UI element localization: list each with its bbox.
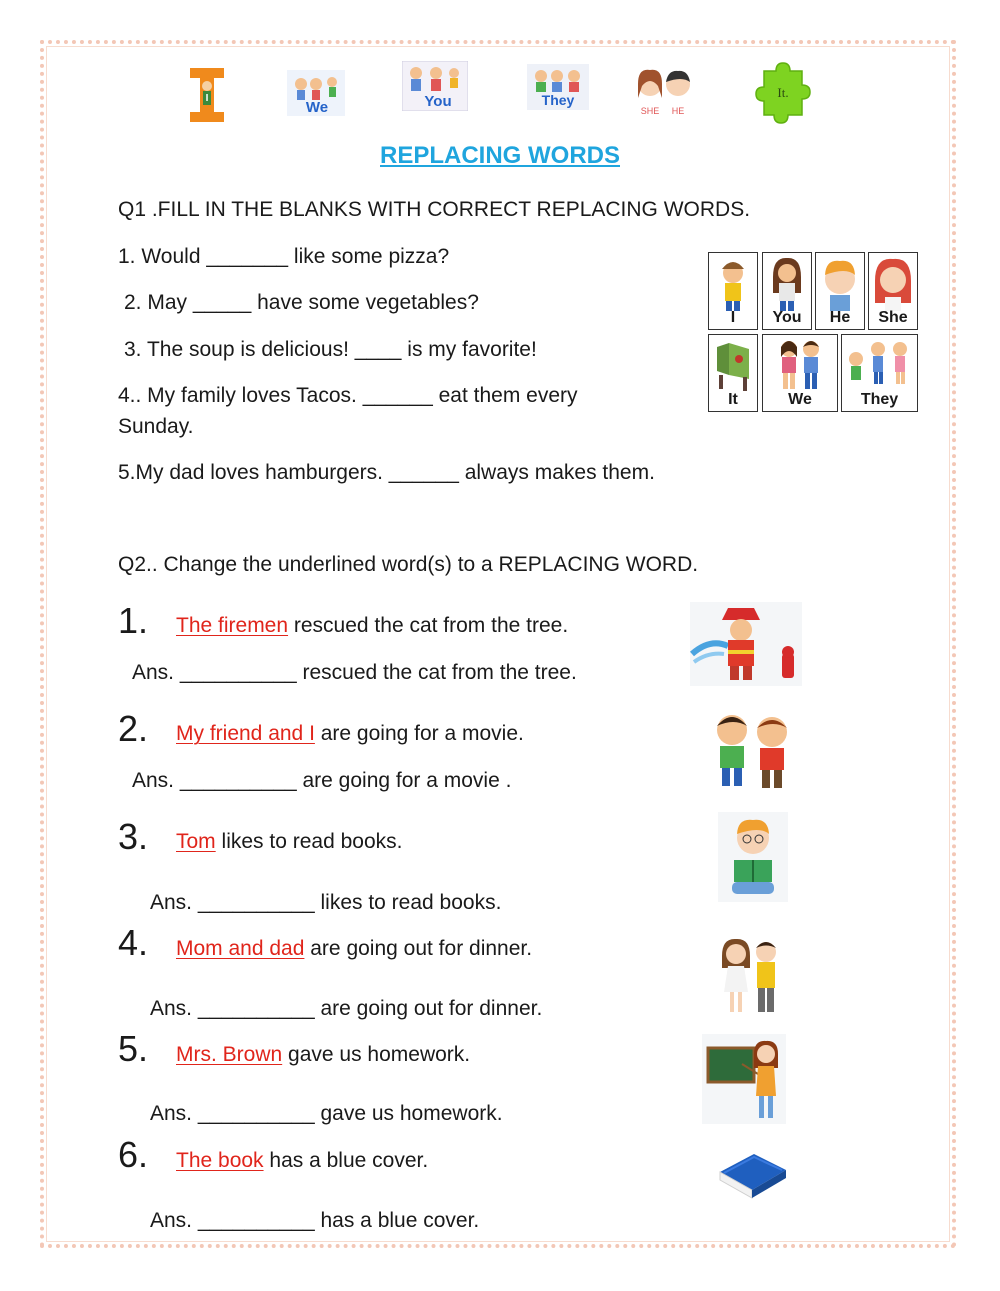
mom-and-dad-icon <box>714 934 788 1018</box>
pronoun-they-text: They <box>541 92 575 108</box>
q2-item-5-rest: gave us homework. <box>282 1043 471 1066</box>
pronoun-card-she <box>868 252 918 330</box>
q1-item-2: 2. May _____ have some vegetables? <box>124 291 479 314</box>
q2-item-5-subject: Mrs. Brown <box>176 1043 283 1066</box>
pronoun-card-they <box>841 334 918 412</box>
pronoun-card-you <box>762 252 812 330</box>
q2-item-5-sentence <box>176 1043 470 1067</box>
pronoun-card-you-label: You <box>772 309 802 326</box>
q2-item-2-answer: Ans. __________ are going for a movie . <box>132 769 512 792</box>
pronoun-we-text: We <box>305 99 329 116</box>
pronoun-card-i <box>708 252 758 330</box>
q2-item-5-answer: Ans. __________ gave us homework. <box>150 1102 503 1125</box>
q1-item-4-cont: Sunday. <box>118 415 194 438</box>
pronoun-she-he-icon <box>632 64 696 118</box>
pronoun-i-text: I <box>205 93 209 104</box>
boy-reading-book-icon <box>718 812 788 902</box>
q2-item-2-rest: are going for a movie. <box>314 722 524 745</box>
pronoun-she-text: SHE <box>640 106 660 116</box>
q2-item-4-number: 4. <box>118 922 149 963</box>
q2-heading: Q2.. Change the underlined word(s) to a REPLACING WORD. <box>118 553 699 576</box>
q2-item-1-rest: rescued the cat from the tree. <box>288 614 569 637</box>
q2-item-3-answer: Ans. __________ likes to read books. <box>150 891 502 914</box>
q2-item-3-sentence <box>176 830 402 854</box>
pronoun-it-puzzle-icon <box>752 61 814 125</box>
pronoun-they-icon <box>527 64 589 110</box>
q2-item-1-number: 1. <box>118 600 149 641</box>
q2-item-3-rest: likes to read books. <box>215 830 403 853</box>
q2-item-6-answer: Ans. __________ has a blue cover. <box>150 1209 480 1232</box>
q2-item-4-rest: are going out for dinner. <box>304 937 533 960</box>
pronoun-you-text: You <box>424 93 452 110</box>
q2-item-1-answer: Ans. __________ rescued the cat from the tree. <box>132 661 577 684</box>
pronoun-you-icon <box>402 61 468 111</box>
q2-item-5-number: 5. <box>118 1028 149 1069</box>
q1-heading: Q1 .FILL IN THE BLANKS WITH CORRECT REPLACING WORDS. <box>118 198 751 221</box>
pronoun-it-text: It. <box>777 85 789 100</box>
pronoun-card-it-label: It <box>728 391 738 408</box>
blue-book-icon <box>714 1142 790 1204</box>
friends-icon <box>702 706 802 796</box>
q2-item-6-number: 6. <box>118 1134 149 1175</box>
pronoun-card-she-label: She <box>878 309 908 326</box>
pronoun-card-we <box>762 334 838 412</box>
fireman-icon <box>690 602 802 686</box>
q1-item-5: 5.My dad loves hamburgers. ______ always makes them. <box>118 461 655 484</box>
pronoun-he-text: HE <box>671 106 685 116</box>
q2-item-2-number: 2. <box>118 708 149 749</box>
page-title <box>0 142 1000 170</box>
q2-item-2-sentence <box>176 722 524 746</box>
q1-item-3: 3. The soup is delicious! ____ is my favorite! <box>124 338 537 361</box>
pronoun-card-we-label: We <box>788 391 812 408</box>
q2-item-4-answer: Ans. __________ are going out for dinner. <box>150 997 543 1020</box>
page-title-text: REPLACING WORDS <box>380 142 620 169</box>
q2-item-1-subject: The firemen <box>176 614 289 637</box>
q2-item-4-sentence <box>176 937 532 961</box>
q2-item-4-subject: Mom and dad <box>176 937 305 960</box>
pronoun-card-he-label: He <box>829 309 851 326</box>
q1-item-1: 1. Would _______ like some pizza? <box>118 245 450 268</box>
pronoun-card-he <box>815 252 865 330</box>
q2-item-1-sentence <box>176 614 568 638</box>
q1-item-4: 4.. My family loves Tacos. ______ eat them every <box>118 384 578 407</box>
pronoun-we-icon <box>287 70 345 116</box>
q2-item-6-rest: has a blue cover. <box>263 1149 429 1172</box>
pronoun-card-i-label: I <box>730 309 736 326</box>
pronoun-card-it <box>708 334 758 412</box>
pronoun-i-icon <box>186 66 228 124</box>
q2-item-6-sentence <box>176 1149 428 1173</box>
teacher-icon <box>702 1034 786 1124</box>
q2-item-3-subject: Tom <box>176 830 216 853</box>
q2-item-6-subject: The book <box>176 1149 264 1172</box>
pronoun-card-they-label: They <box>860 391 899 408</box>
q2-item-2-subject: My friend and I <box>176 722 315 745</box>
q2-item-3-number: 3. <box>118 816 149 857</box>
